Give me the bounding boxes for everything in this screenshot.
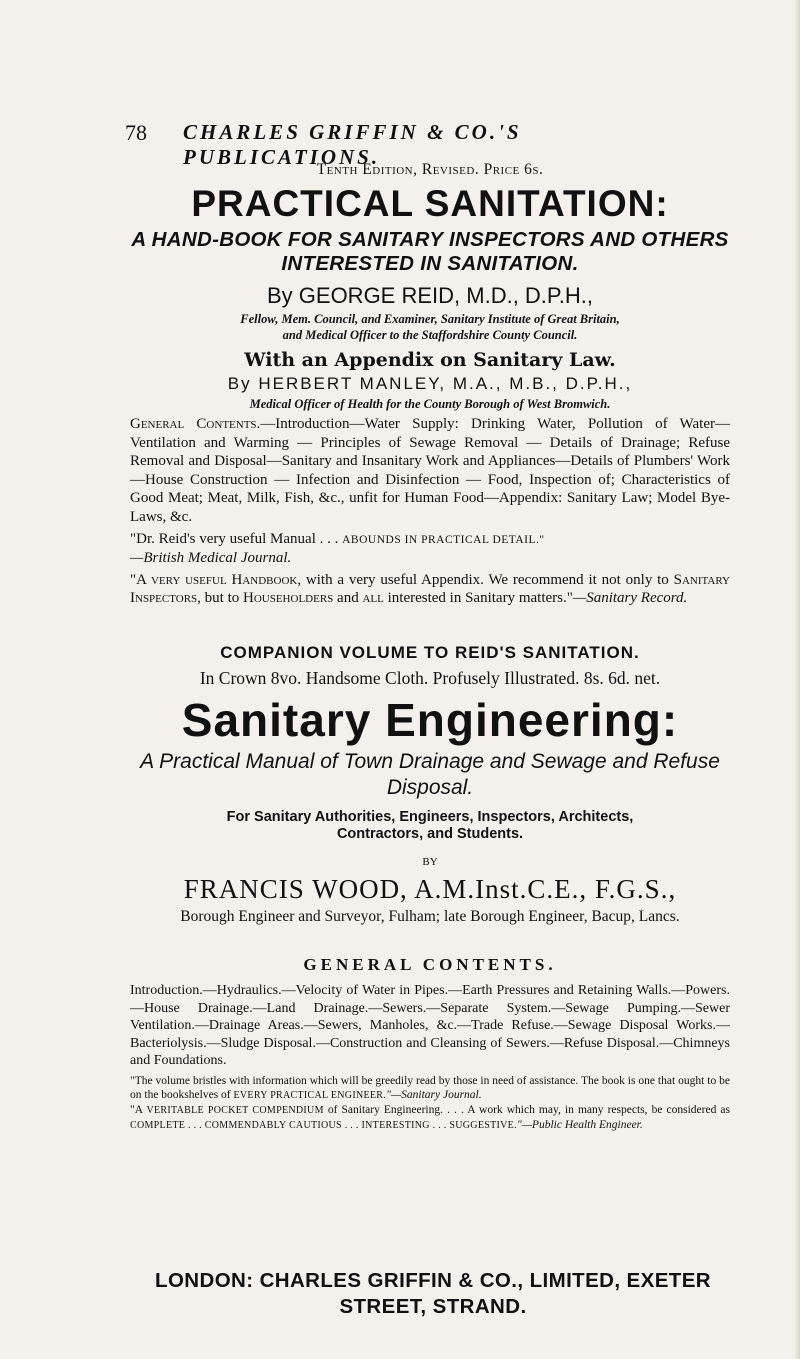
- book2-audience-line2: Contractors, and Students.: [336, 825, 524, 842]
- running-title: CHARLES GRIFFIN & CO.'S PUBLICATIONS.: [183, 120, 522, 169]
- book2-subtitle: A Practical Manual of Town Drainage and Sewage and Refuse Disposal.: [140, 749, 720, 799]
- book1-subtitle-line1: A HAND-BOOK FOR SANITARY INSPECTORS AND OTHERS: [131, 228, 729, 251]
- page-edge: [794, 0, 800, 1359]
- book2-author: FRANCIS WOOD, A.M.Inst.C.E., F.G.S.,: [183, 873, 677, 904]
- book2-review-2-caps-1: VERITABLE POCKET COMPENDIUM: [146, 1104, 324, 1116]
- book1-review-2-open: "A: [130, 571, 151, 588]
- book1-review-1-caps: ABOUNDS IN PRACTICAL DETAIL.": [342, 533, 545, 546]
- book1-review-2-mid: with a very useful Appendix. We recommend it not only to: [301, 571, 674, 588]
- book1-author-desc: [130, 311, 730, 343]
- book1-author-desc-line2: and Medical Officer to the Staffordshire County Council.: [282, 328, 578, 342]
- book2-review-2-mid: of Sanitary Engineering. . . . A work which may, in many respects, be considered as: [323, 1103, 730, 1116]
- book1-subtitle: [130, 228, 730, 276]
- appendix-title: With an Appendix on Sanitary Law.: [244, 349, 616, 371]
- page-content: [130, 160, 730, 1133]
- book2-review-1: [130, 1074, 730, 1103]
- book2-review-2-caps-2: COMPLETE . . . COMMENDABLY CAUTIOUS . . . INTERESTING . . . SUGGESTIVE.: [130, 1119, 517, 1131]
- book1-review-2-mid-3: and: [333, 590, 363, 607]
- book2-contents-heading: GENERAL CONTENTS.: [303, 954, 557, 974]
- page-number: 78: [125, 120, 147, 145]
- book2-review-2-source: "—Public Health Engineer.: [516, 1118, 643, 1131]
- book1-review-2-mid-2: but to: [200, 590, 243, 607]
- book2-title: Sanitary Engineering:: [181, 693, 679, 746]
- publisher-footer: LONDON: CHARLES GRIFFIN & CO., LIMITED, EXETER STREET, STRAND.: [155, 1269, 711, 1318]
- book2-contents: Introduction.—Hydraulics.—Velocity of Water in Pipes.—Earth Pressures and Retaining Walls.—Powers.—House Drainage.—Land Drainage.—Sewers.—Separate System.—Sewage Pumping.—Sewer Ventilation.—Drainage Areas.—Sewers, Manholes, &c.—Trade Refuse.—Sewage Disposal Works.—Bacteriolysis.—Sludge Disposal.—Construction and Cleansing of Sewers.—Refuse Disposal.—Chimneys and Foundations.: [130, 982, 730, 1069]
- companion-heading: COMPANION VOLUME TO REID'S SANITATION.: [220, 642, 640, 662]
- book1-review-2: [130, 571, 730, 608]
- book2-review-1-text: "The volume bristles with information which will be greedily read by those in need of assistance. The book is one that ought to be on the bookshelves of: [130, 1074, 730, 1101]
- edition-line: Tenth Edition, Revised. Price 6s.: [316, 161, 544, 178]
- book2-format: In Crown 8vo. Handsome Cloth. Profusely Illustrated. 8s. 6d. net.: [199, 667, 661, 688]
- book1-review-1: [130, 530, 730, 568]
- book2-review-2: [130, 1103, 730, 1133]
- book1-review-2-caps-4: all: [362, 590, 384, 607]
- book1-second-author: By HERBERT MANLEY, M.A., M.B., D.P.H.,: [227, 374, 633, 393]
- book1-author-desc-line1: Fellow, Mem. Council, and Examiner, Sanitary Institute of Great Britain,: [240, 312, 620, 326]
- book1-review-2-caps-2: Sanitary Inspectors,: [130, 571, 730, 607]
- book2-review-2-open: "A: [130, 1103, 147, 1116]
- book1-contents: [130, 415, 730, 527]
- book1-author: By GEORGE REID, M.D., D.P.H.,: [267, 283, 593, 308]
- book2-review-1-caps: EVERY PRACTICAL ENGINEER.: [233, 1089, 387, 1101]
- book2-author-desc: Borough Engineer and Surveyor, Fulham; late Borough Engineer, Bacup, Lancs.: [180, 907, 680, 925]
- book2-review-1-source: "—Sanitary Journal.: [386, 1088, 482, 1101]
- book1-review-2-source: —Sanitary Record.: [572, 590, 688, 607]
- book1-review-2-end: interested in Sanitary matters.": [383, 590, 573, 607]
- book1-review-2-caps-1: very useful Handbook,: [150, 571, 302, 588]
- book1-contents-label: General Contents.: [130, 416, 261, 432]
- book2-audience: [130, 809, 730, 843]
- book1-subtitle-line2: INTERESTED IN SANITATION.: [281, 252, 579, 275]
- book1-review-1-text: "Dr. Reid's very useful Manual . . .: [130, 530, 343, 547]
- book2-audience-line1: For Sanitary Authorities, Engineers, Inspectors, Architects,: [226, 808, 634, 825]
- book1-title: PRACTICAL SANITATION:: [191, 183, 669, 224]
- book2-by: BY: [422, 855, 438, 868]
- book1-review-1-source: —British Medical Journal.: [130, 550, 292, 567]
- book1-second-author-desc: Medical Officer of Health for the County Borough of West Bromwich.: [249, 397, 611, 411]
- page-header: [125, 120, 725, 169]
- book1-contents-text: —Introduction—Water Supply: Drinking Water, Pollution of Water—Ventilation and Warming — Principles of Sewage Removal — Details of Drainage; Refuse Removal and Disposal—Sanitary and Insanitary Work and Appliances—Details of Plumbers' Work—House Construction — Infection and Disinfection — Food, Inspection of; Characteristics of Good Meat; Meat, Milk, Fish, &c., unfit for Human Food—Appendix: Sanitary Law; Model Bye-Laws, &c.: [130, 416, 730, 525]
- book1-review-2-caps-3: Householders: [243, 590, 334, 607]
